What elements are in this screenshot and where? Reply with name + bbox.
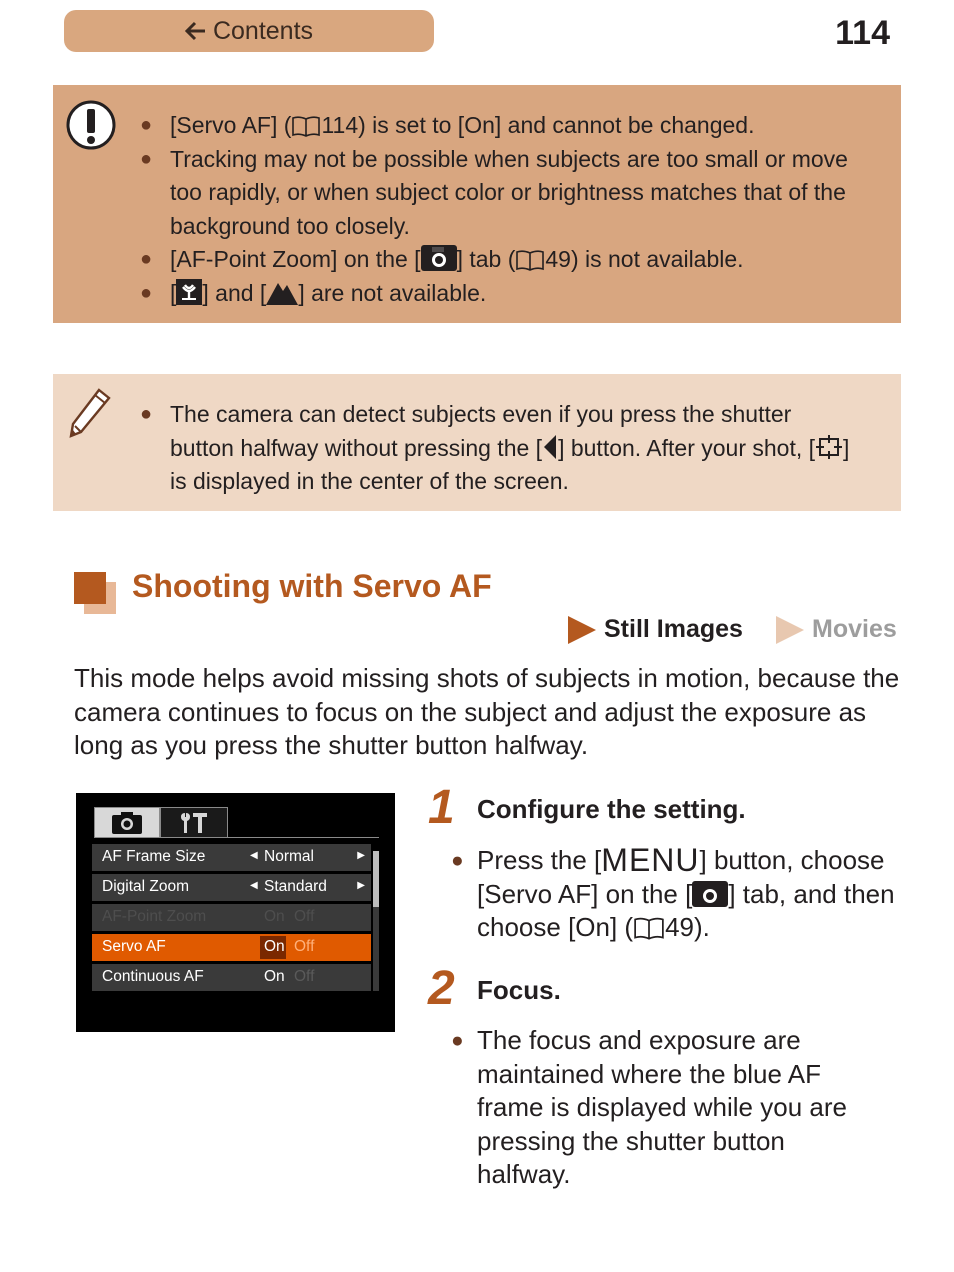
step-title: Configure the setting. bbox=[477, 794, 746, 824]
caution-box bbox=[53, 85, 901, 323]
menu-row: Continuous AF On Off bbox=[92, 964, 371, 991]
menu-row-selected: Servo AF On Off bbox=[92, 934, 371, 961]
menu-button-label: MENU bbox=[601, 842, 700, 878]
tab-setup bbox=[160, 807, 228, 838]
left-arrow-button-icon bbox=[542, 434, 558, 460]
step-number: 2 bbox=[428, 962, 455, 1015]
note-item: ● The camera can detect subjects even if you press the shutter button halfway without pressing the [ ] button. After your shot, [ ] is displayed in the center of the screen. bbox=[140, 401, 850, 494]
menu-row: Digital Zoom ◀ Standard ▶ bbox=[92, 874, 371, 901]
note-list bbox=[140, 398, 861, 499]
camera-icon bbox=[692, 881, 728, 907]
tab-divider bbox=[94, 837, 379, 838]
book-ref-icon bbox=[515, 249, 545, 271]
caution-item: ● [AF-Point Zoom] on the [ ] tab ( 49) is not available. bbox=[140, 246, 744, 272]
book-ref-icon bbox=[633, 916, 665, 940]
contents-button[interactable] bbox=[64, 10, 434, 52]
contents-label: Contents bbox=[212, 16, 314, 45]
camera-icon bbox=[421, 245, 457, 271]
page-number: 114 bbox=[835, 14, 890, 52]
caution-item: ● Tracking may not be possible when subjects are too small or move too rapidly, or when subject color or brightness matches that of the background too closely. bbox=[140, 145, 848, 239]
step-number: 1 bbox=[428, 781, 455, 834]
intro-paragraph: This mode helps avoid missing shots of subjects in motion, because the camera continues to focus on the subject and adjust the exposure as long as you press the shutter button halfway. bbox=[74, 663, 900, 760]
caution-item: ● [Servo AF] ( 114) is set to [On] and cannot be changed. bbox=[140, 112, 755, 138]
step-title: Focus. bbox=[477, 975, 561, 1005]
play-triangle-icon bbox=[776, 616, 804, 644]
step-text: ● Press the [MENU] button, choose [Servo AF] on the [ ] tab, and then choose [On] ( 49). bbox=[451, 842, 895, 942]
camera-menu-screen bbox=[76, 793, 395, 1032]
mode-still-images: Still Images bbox=[568, 615, 743, 644]
caution-icon bbox=[65, 99, 117, 151]
wrench-hammer-icon bbox=[179, 811, 209, 835]
step-text: ● The focus and exposure are maintained where the blue AF frame is displayed while you are pressing the shutter button halfway. bbox=[451, 1025, 847, 1189]
macro-flower-icon bbox=[176, 279, 202, 305]
play-triangle-icon bbox=[568, 616, 596, 644]
section-title: Shooting with Servo AF bbox=[132, 568, 492, 604]
note-box bbox=[53, 374, 901, 511]
infinity-mountain-icon bbox=[266, 279, 298, 305]
menu-scroll-thumb bbox=[373, 851, 379, 907]
caution-item: ● [ ] and [ ] are not available. bbox=[140, 279, 487, 306]
af-frame-icon bbox=[815, 434, 843, 460]
book-ref-icon bbox=[291, 115, 321, 137]
menu-row: AF Frame Size ◀ Normal ▶ bbox=[92, 844, 371, 871]
arrow-left-icon bbox=[185, 21, 207, 41]
camera-icon bbox=[112, 812, 142, 834]
pencil-icon bbox=[67, 386, 115, 440]
caution-list bbox=[140, 109, 861, 310]
menu-row: AF-Point Zoom On Off bbox=[92, 904, 371, 931]
tab-shooting bbox=[94, 807, 160, 838]
heading-marker bbox=[74, 572, 106, 604]
mode-movies: Movies bbox=[776, 615, 897, 644]
